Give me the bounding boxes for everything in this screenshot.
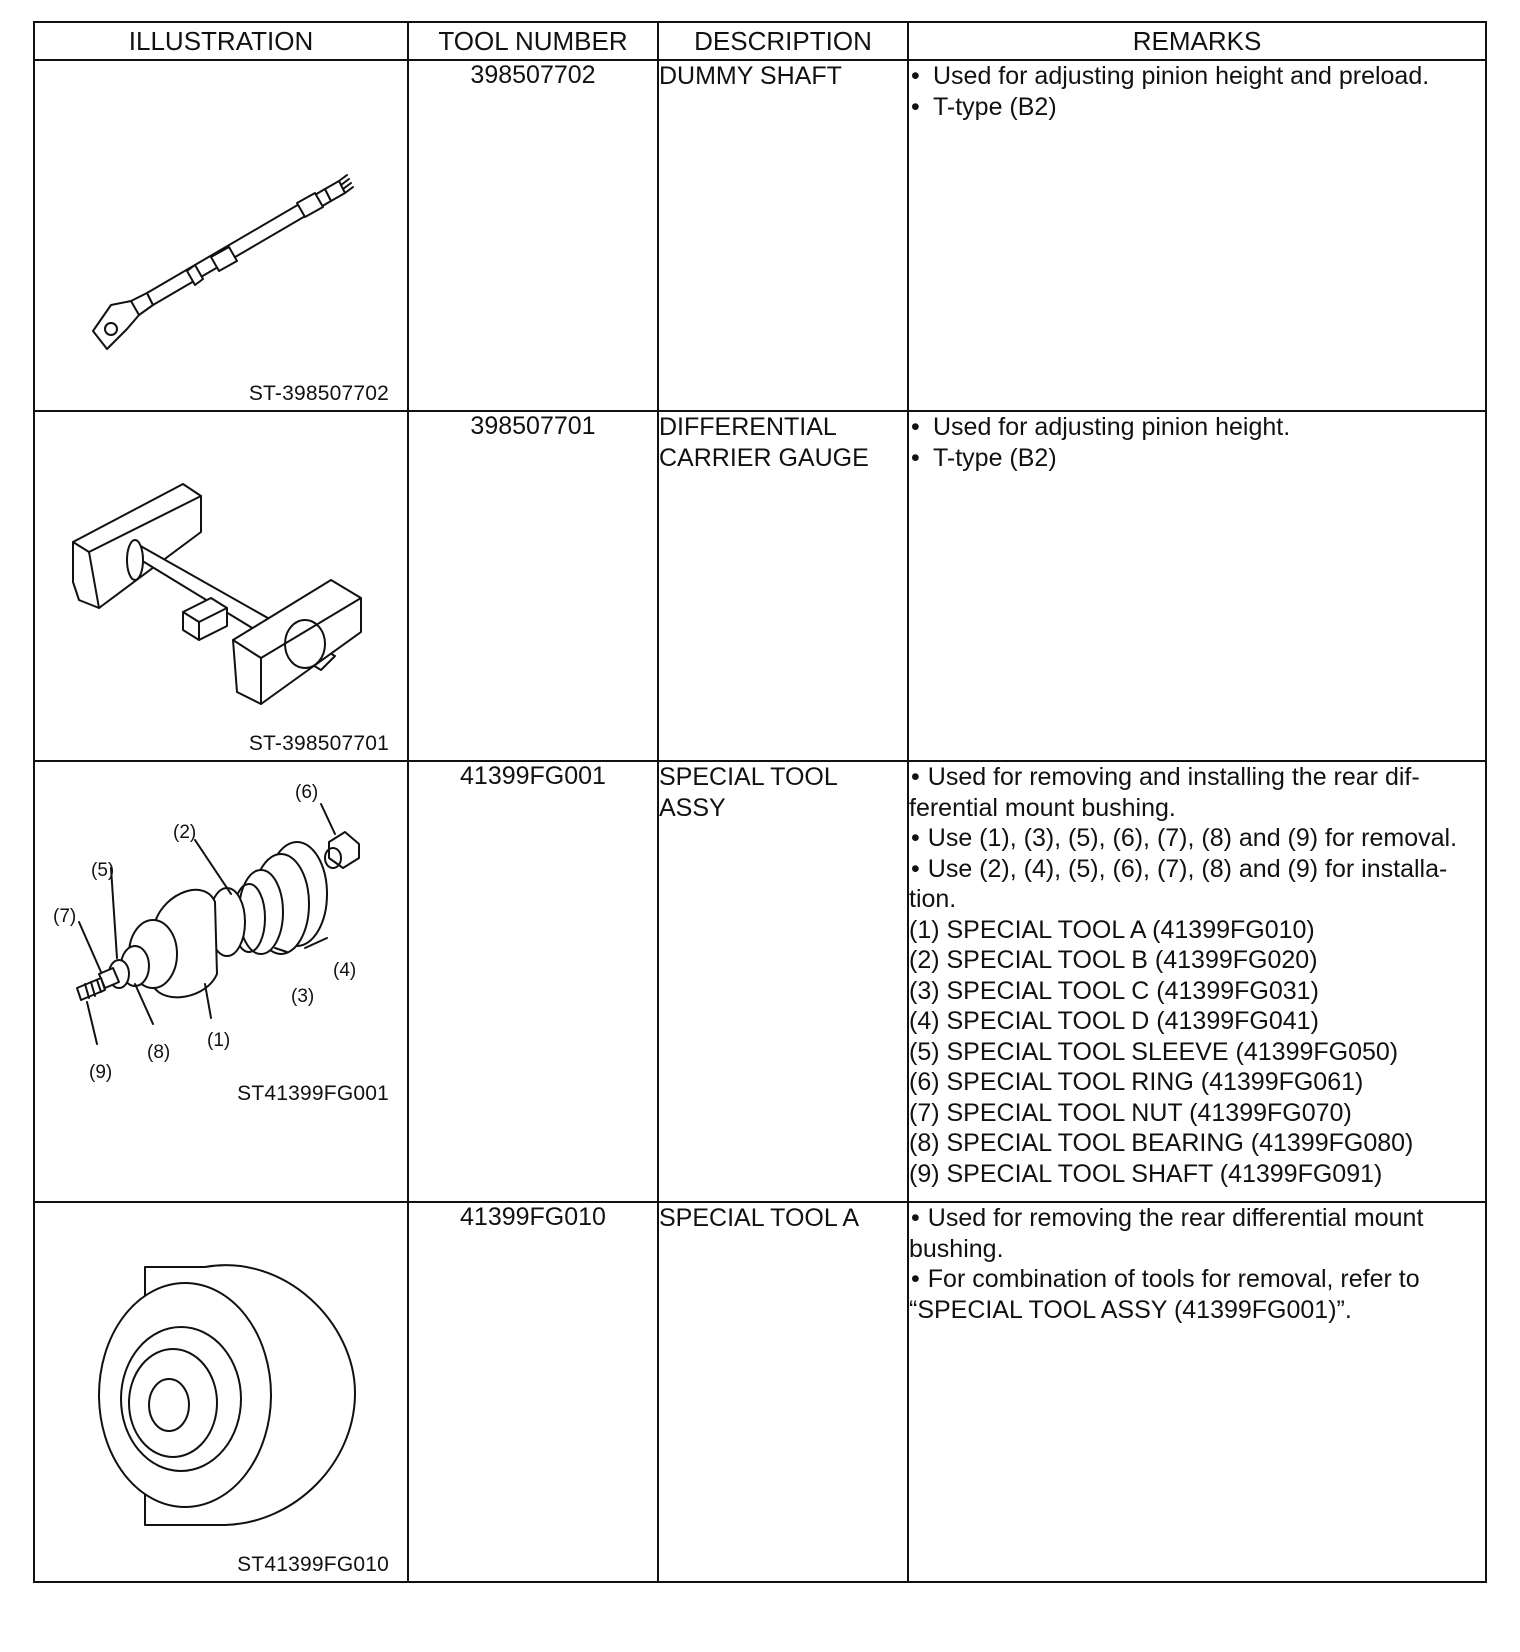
- illustration-caption: ST41399FG001: [237, 1082, 389, 1105]
- table-row: [34, 1202, 1486, 1582]
- special-tool-assy-illustration: [35, 762, 409, 1203]
- component-list-item: (1) SPECIAL TOOL A (41399FG010): [909, 915, 1315, 944]
- illustration-caption: ST-398507701: [248, 732, 389, 755]
- tool-description: [658, 1202, 908, 1582]
- header-row: [34, 22, 1486, 60]
- callout-label: (6): [295, 782, 319, 803]
- callout-label: (8): [147, 1042, 171, 1063]
- description-line: DUMMY SHAFT: [659, 62, 842, 90]
- remarks-bullets: [909, 61, 1485, 122]
- description-line: ASSY: [659, 794, 726, 822]
- tool-number: 41399FG010: [408, 1202, 658, 1582]
- remark-bullet: • Used for adjusting pinion height and preload.: [909, 61, 1485, 92]
- component-list-item: (8) SPECIAL TOOL BEARING (41399FG080): [909, 1129, 1414, 1157]
- carrier-gauge-illustration: [35, 412, 409, 762]
- remark-bullet: • For combination of tools for removal, refer to “SPECIAL TOOL ASSY (41399FG001)”.: [909, 1264, 1485, 1325]
- remark-bullet: • Use (2), (4), (5), (6), (7), (8) and (9) for installa-tion.: [909, 854, 1485, 915]
- remarks-cell: [908, 1202, 1486, 1582]
- callout-label: (5): [91, 860, 115, 881]
- description-line: CARRIER GAUGE: [659, 444, 869, 472]
- remark-bullet: • Used for adjusting pinion height.: [909, 412, 1485, 443]
- tool-number: 41399FG001: [408, 761, 658, 1202]
- description-line: SPECIAL TOOL: [659, 763, 838, 791]
- header-illustration: ILLUSTRATION: [34, 22, 408, 60]
- component-list-item: (2) SPECIAL TOOL B (41399FG020): [909, 946, 1318, 974]
- remark-bullet: • Used for removing the rear differential mount bushing.: [909, 1203, 1485, 1264]
- table-row: [34, 411, 1486, 761]
- callout-label: (4): [333, 960, 357, 981]
- illustration-cell: [34, 761, 408, 1202]
- callout-label: (7): [53, 906, 77, 927]
- tool-description: [658, 411, 908, 761]
- illustration-cell: [34, 411, 408, 761]
- remarks-cell: [908, 60, 1486, 411]
- callout-label: (2): [173, 822, 197, 843]
- callout-label: (1): [207, 1030, 231, 1051]
- table-row: [34, 60, 1486, 411]
- remarks-bullets: [909, 762, 1485, 915]
- remarks-cell: [908, 761, 1486, 1202]
- header-tool-number: TOOL NUMBER: [408, 22, 658, 60]
- remarks-bullets: [909, 1203, 1485, 1325]
- illustration-cell: [34, 1202, 408, 1582]
- component-list-item: (4) SPECIAL TOOL D (41399FG041): [909, 1007, 1319, 1035]
- component-list-item: (3) SPECIAL TOOL C (41399FG031): [909, 976, 1319, 1005]
- tool-number: 398507702: [408, 60, 658, 411]
- table-row: [34, 761, 1486, 1202]
- remark-bullet: • T-type (B2): [909, 443, 1485, 474]
- illustration-caption: ST-398507702: [248, 382, 389, 405]
- header-remarks: REMARKS: [908, 22, 1486, 60]
- tool-description: [658, 60, 908, 411]
- illustration-cell: [34, 60, 408, 411]
- remark-bullet: • T-type (B2): [909, 92, 1485, 123]
- component-list-item: (5) SPECIAL TOOL SLEEVE (41399FG050): [909, 1037, 1399, 1066]
- callout-label: (3): [291, 986, 315, 1007]
- description-line: DIFFERENTIAL: [659, 413, 837, 441]
- callout-label: (9): [89, 1062, 113, 1083]
- special-tool-a-illustration: [35, 1203, 409, 1583]
- component-list-item: (7) SPECIAL TOOL NUT (41399FG070): [909, 1098, 1352, 1127]
- remarks-bullets: [909, 412, 1485, 473]
- remark-bullet: • Use (1), (3), (5), (6), (7), (8) and (9) for removal.: [909, 823, 1485, 854]
- illustration-caption: ST41399FG010: [237, 1553, 389, 1576]
- dummy-shaft-illustration: [35, 61, 409, 412]
- description-line: SPECIAL TOOL A: [659, 1204, 860, 1232]
- component-list-item: (6) SPECIAL TOOL RING (41399FG061): [909, 1068, 1364, 1096]
- remark-bullet: • Used for removing and installing the rear dif-ferential mount bushing.: [909, 762, 1485, 823]
- remarks-cell: [908, 411, 1486, 761]
- header-description: DESCRIPTION: [658, 22, 908, 60]
- tool-description: [658, 761, 908, 1202]
- tool-number: 398507701: [408, 411, 658, 761]
- component-list-item: (9) SPECIAL TOOL SHAFT (41399FG091): [909, 1159, 1383, 1188]
- special-tools-table: [33, 21, 1487, 1583]
